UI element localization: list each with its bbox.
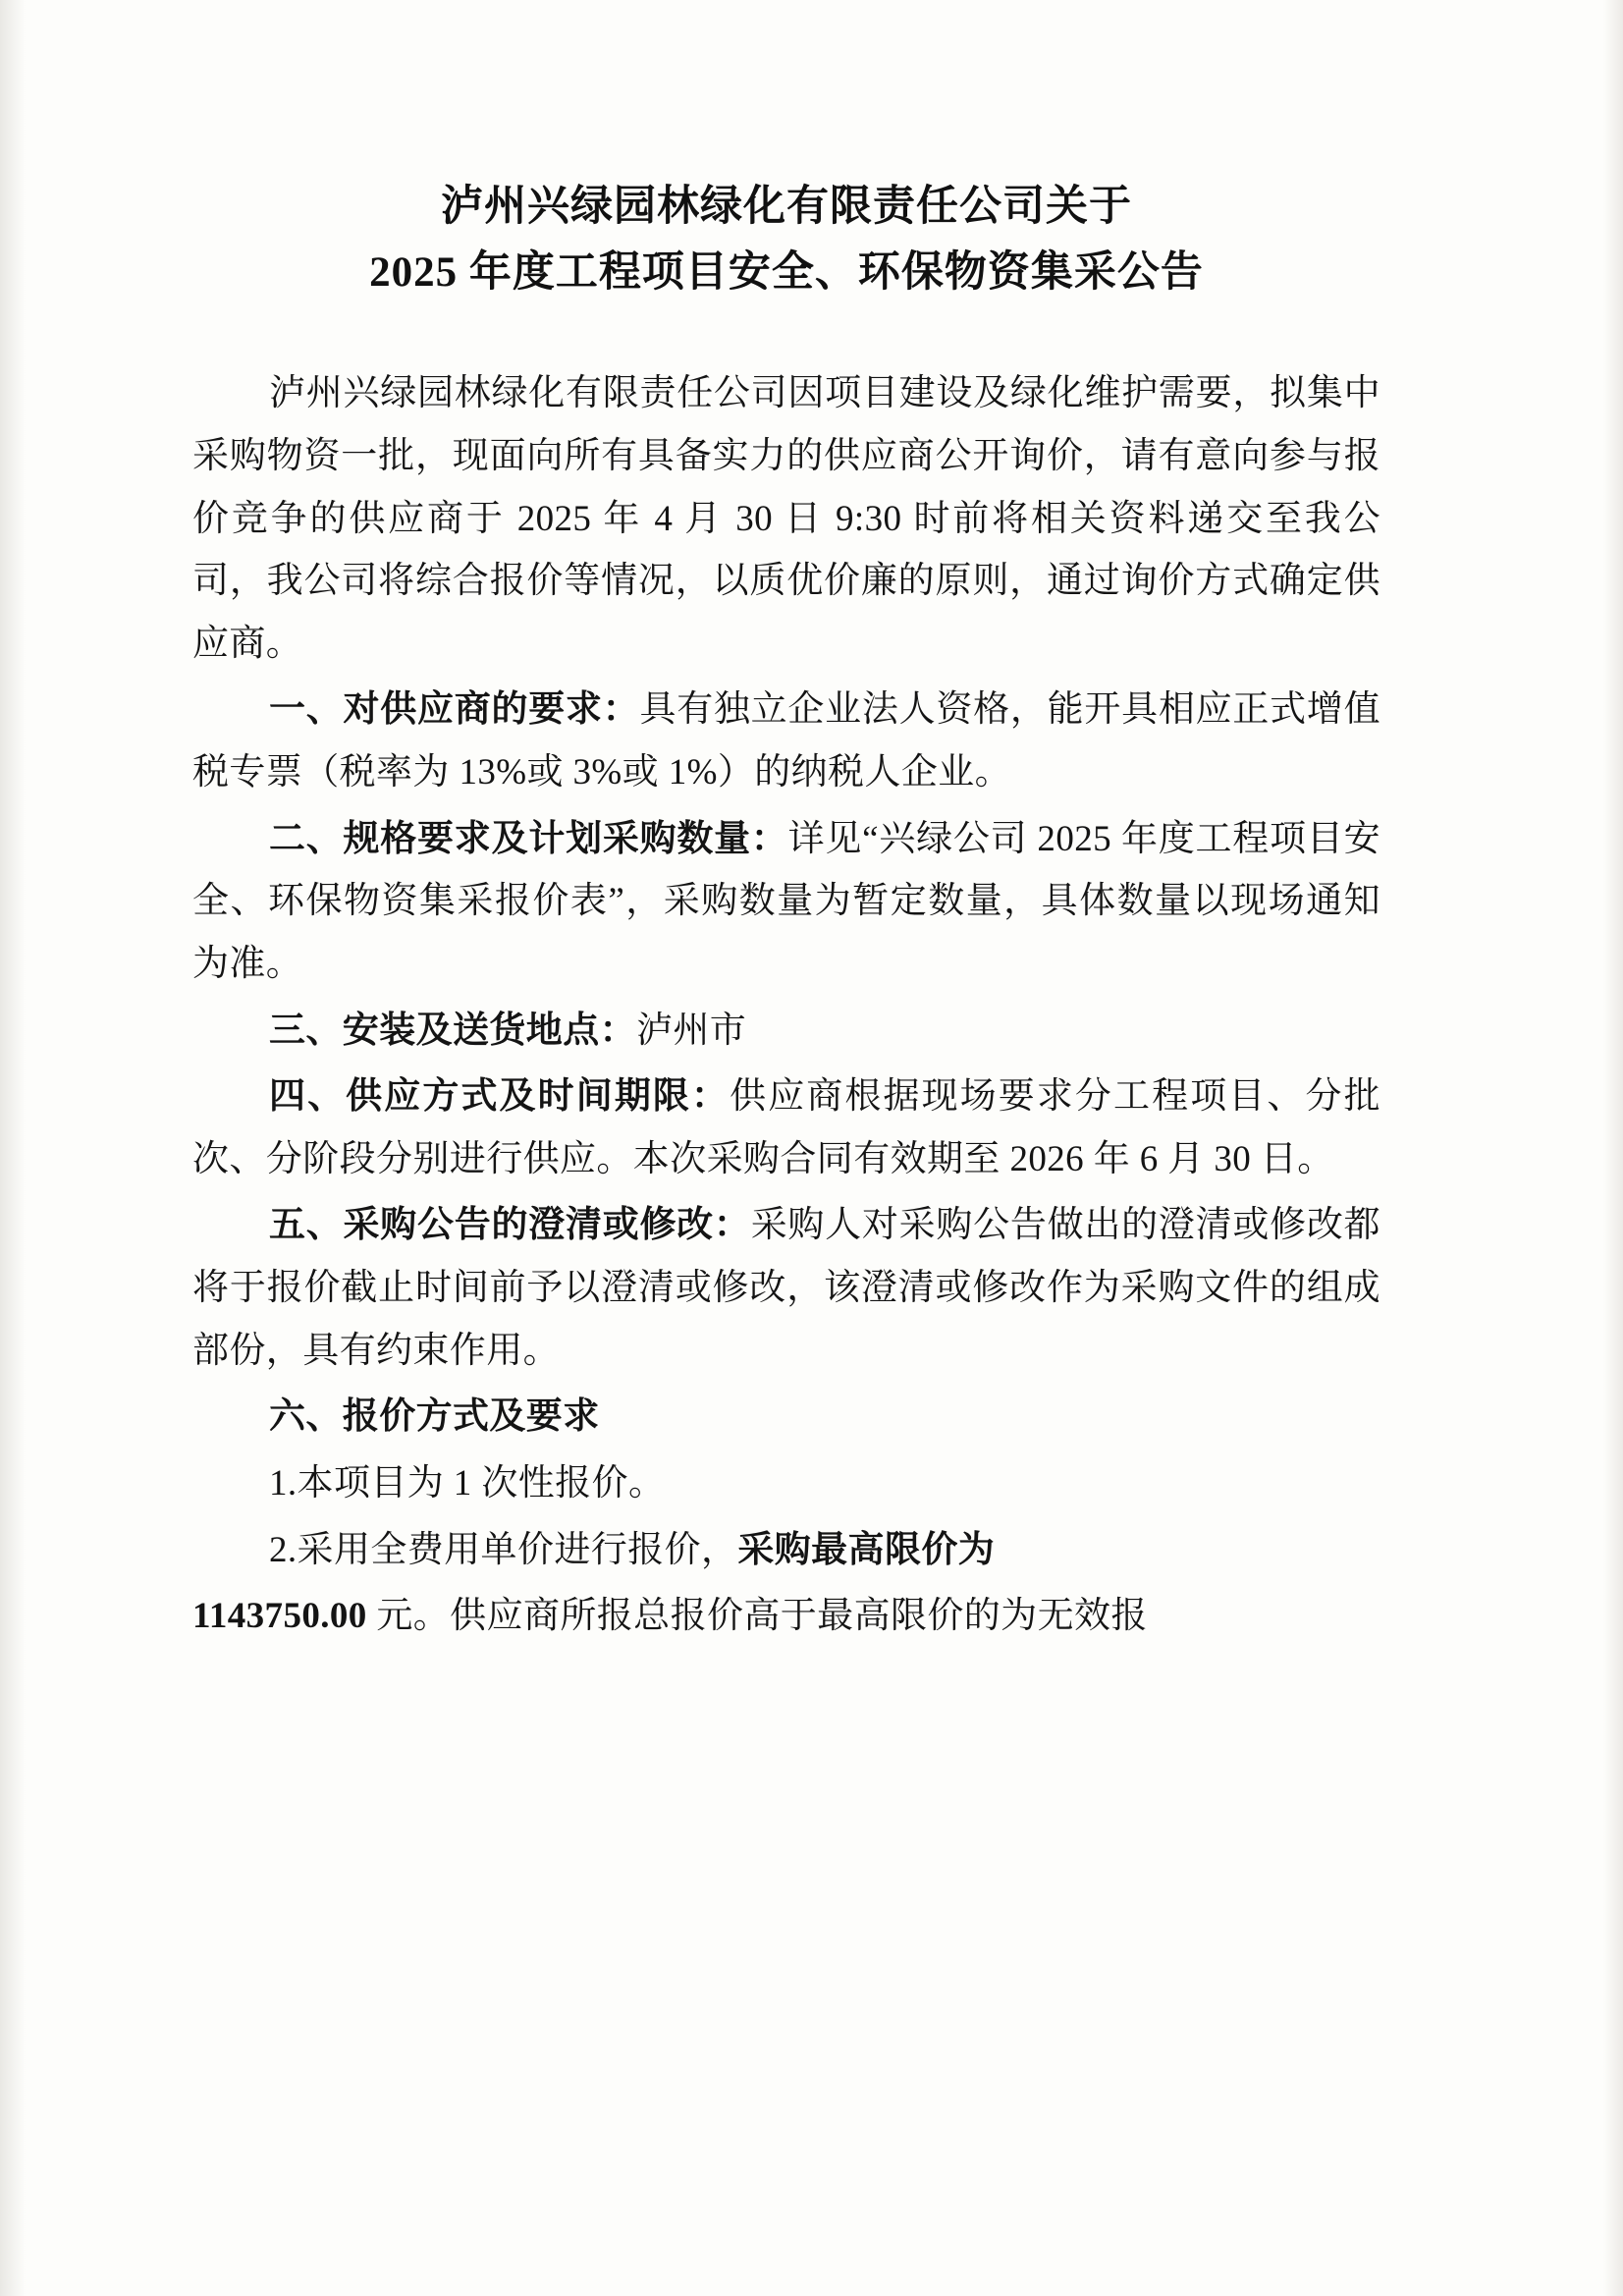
section-4-text: 供应商根据现场要求分工程项目、分批次、分阶段分别进行供应。本次采购合同有效期至 2026 年 6 月 30 日。 bbox=[192, 1076, 1380, 1179]
paragraph-section-1 bbox=[192, 679, 1380, 803]
section-2-heading: 二、规格要求及计划采购数量： bbox=[269, 818, 788, 859]
page-title-line-1: 泸州兴绿园林绿化有限责任公司关于 bbox=[441, 184, 1132, 230]
document-content bbox=[192, 175, 1380, 1652]
section-1-heading: 一、对供应商的要求： bbox=[269, 689, 640, 731]
section-1-text: 具有独立企业法人资格，能开具相应正式增值税专票（税率为 13%或 3%或 1%）的纳税人企业。 bbox=[192, 689, 1381, 793]
paragraph-section-5 bbox=[192, 1194, 1380, 1382]
paragraph-intro: 泸州兴绿园林绿化有限责任公司因项目建设及绿化维护需要，拟集中采购物资一批，现面向所有具备实力的供应商公开询价，请有意向参与报价竞争的供应商于 2025 年 4 月 30 日 9:30 时前将相关资料递交至我公司，我公司将综合报价等情况，以质优价廉的原则，通过询价方式确定供应商。 bbox=[192, 373, 1380, 664]
section-5-text: 采购人对采购公告做出的澄清或修改都将于报价截止时间前予以澄清或修改，该澄清或修改作为采购文件的组成部份，具有约束作用。 bbox=[192, 1205, 1380, 1371]
paragraph-section-6-item-2 bbox=[192, 1519, 1380, 1582]
section-6-item-2-text: 2.采用全费用单价进行报价， bbox=[269, 1529, 738, 1570]
section-3-heading: 三、安装及送货地点： bbox=[269, 1010, 636, 1051]
section-4-heading: 四、供应方式及时间期限： bbox=[269, 1076, 730, 1118]
page-title bbox=[192, 175, 1380, 305]
max-price-value: 1143750.00 bbox=[192, 1596, 367, 1637]
paragraph-section-2 bbox=[192, 808, 1380, 996]
paragraph-section-3 bbox=[192, 1000, 1380, 1063]
section-3-text: 泸州市 bbox=[636, 1010, 747, 1051]
section-6-heading: 六、报价方式及要求 bbox=[269, 1396, 600, 1438]
section-2-text: 详见“兴绿公司 2025 年度工程项目安全、环保物资集采报价表”，采购数量为暂定数量，具体数量以现场通知为准。 bbox=[192, 818, 1380, 984]
max-price-trailing-text: 元。供应商所报总报价高于最高限价的为无效报 bbox=[366, 1596, 1148, 1637]
page-title-line-2: 2025 年度工程项目安全、环保物资集采公告 bbox=[369, 248, 1204, 296]
paragraph-section-4 bbox=[192, 1066, 1380, 1190]
section-5-heading: 五、采购公告的澄清或修改： bbox=[269, 1205, 751, 1246]
paragraph-section-6 bbox=[192, 1386, 1380, 1449]
document-body bbox=[192, 362, 1380, 1648]
paragraph-section-6-item-1: 1.本项目为 1 次性报价。 bbox=[269, 1462, 666, 1503]
paragraph-max-price bbox=[192, 1585, 1380, 1648]
max-price-label: 采购最高限价为 bbox=[737, 1529, 996, 1570]
